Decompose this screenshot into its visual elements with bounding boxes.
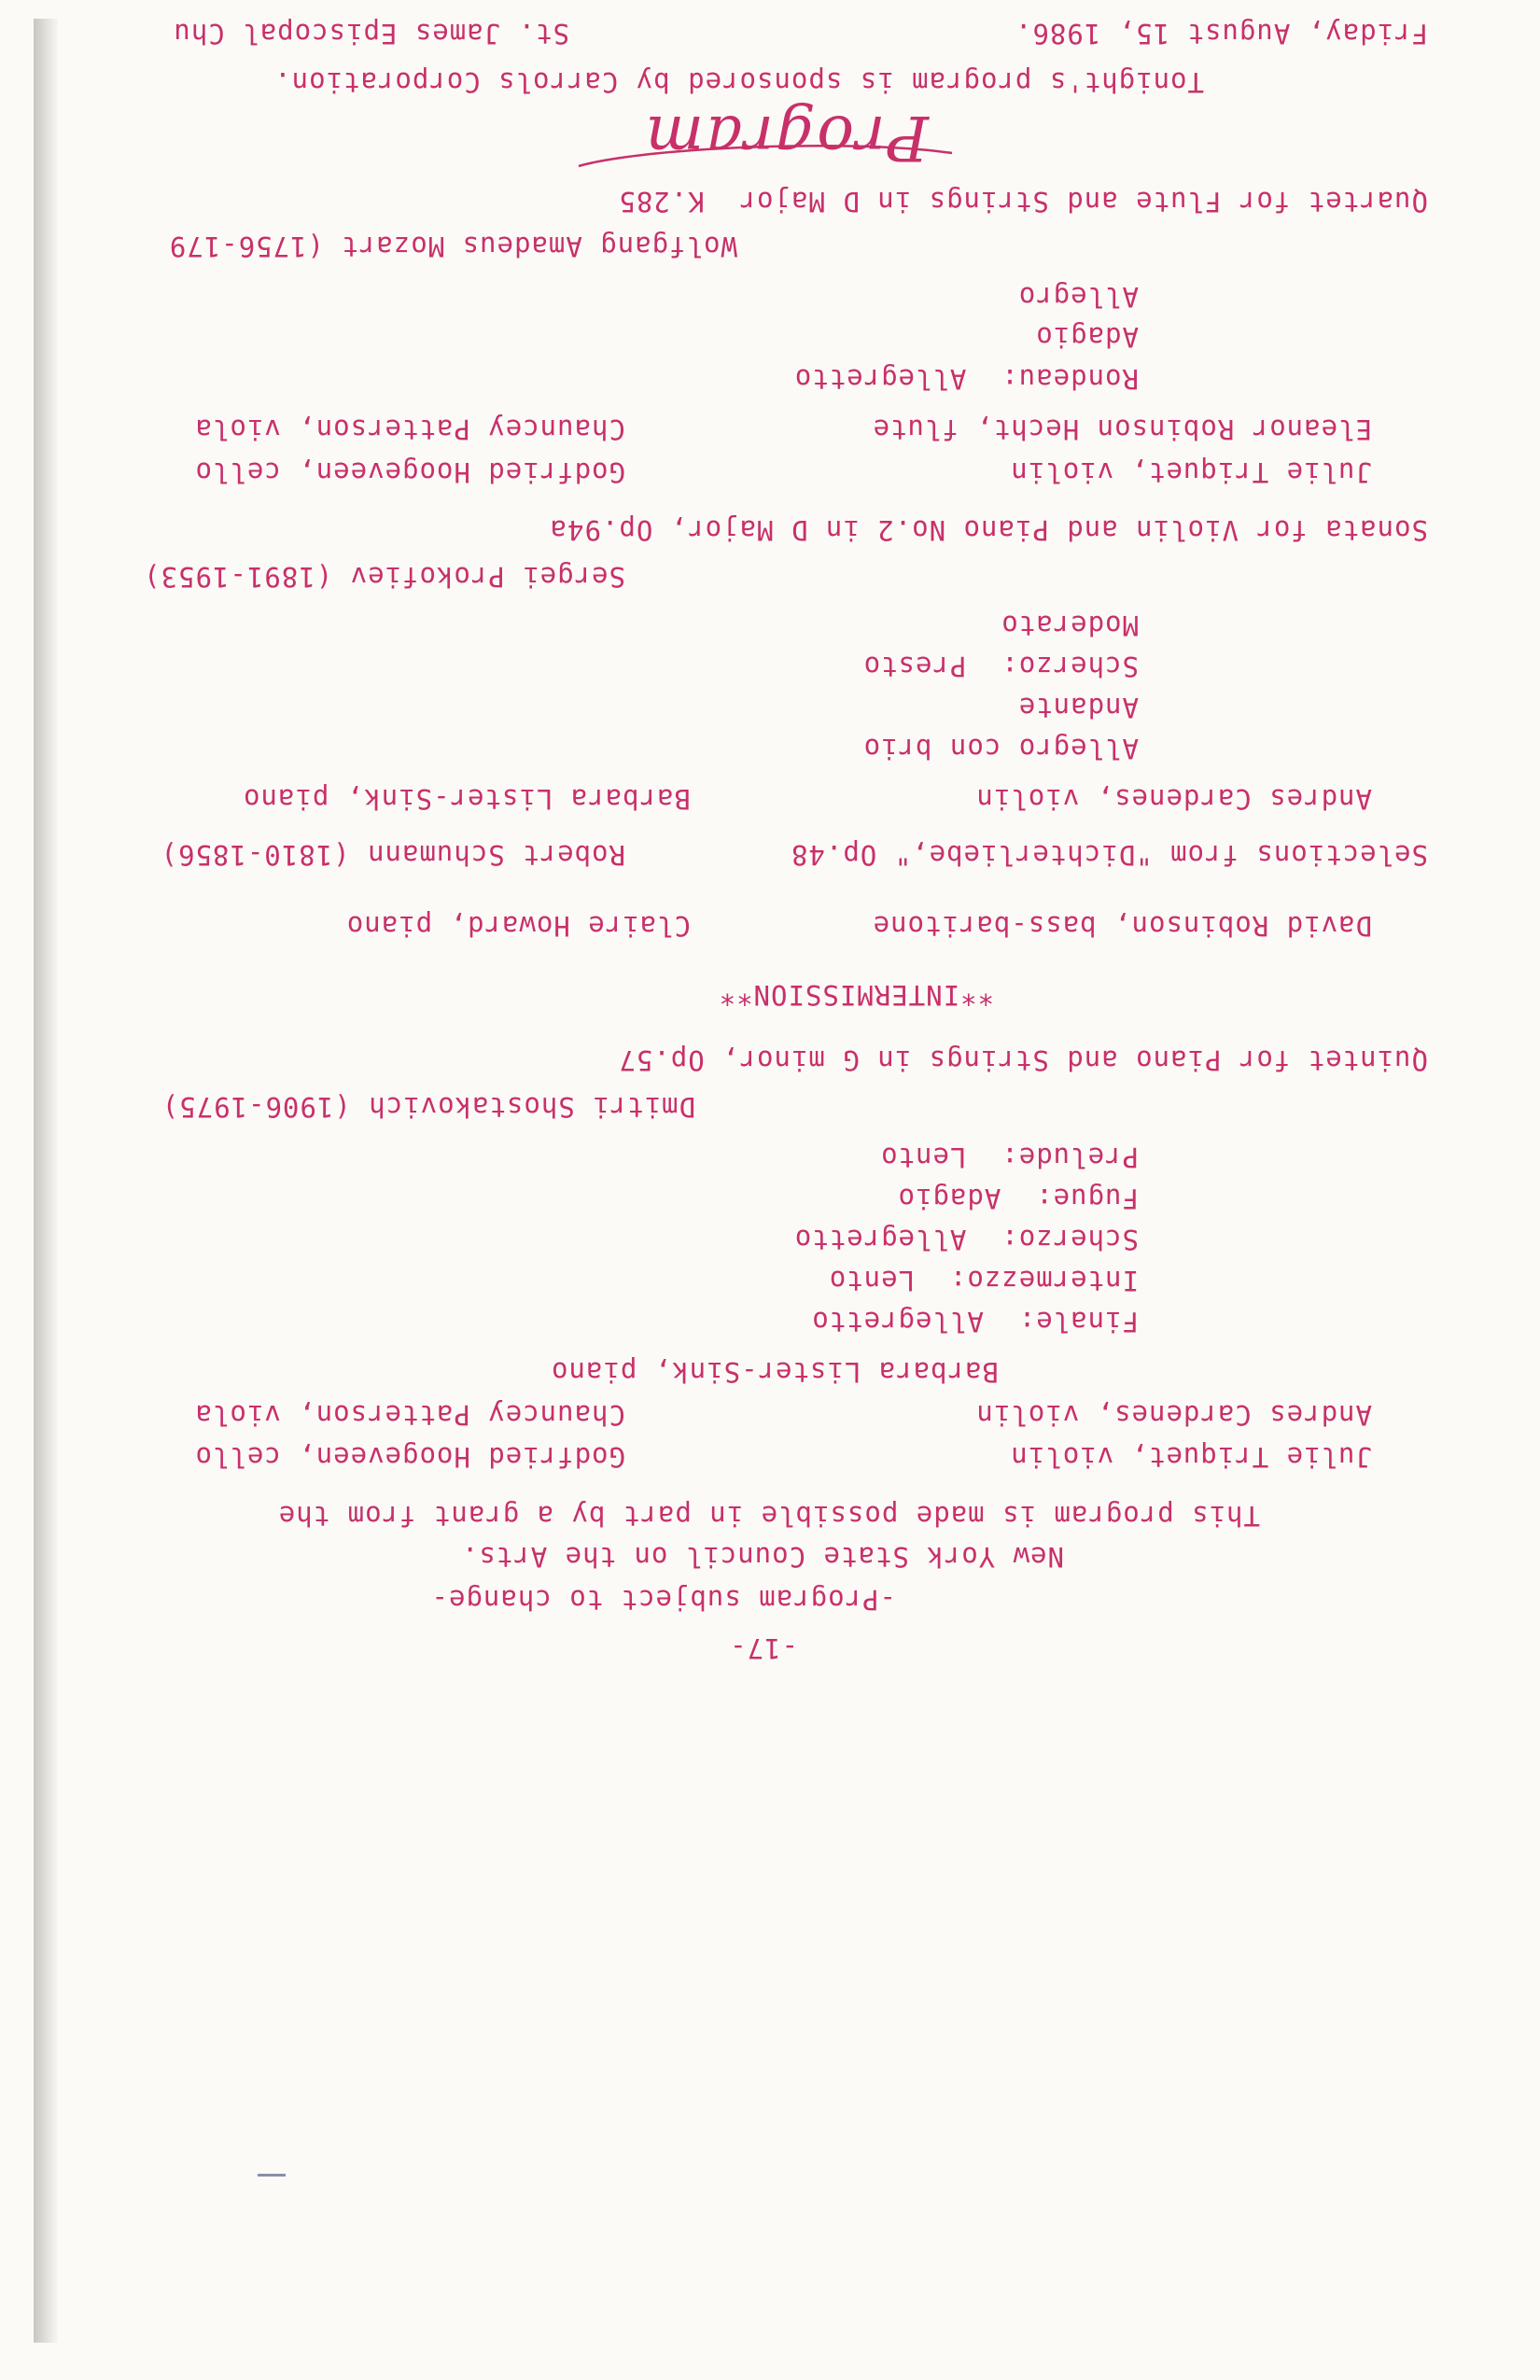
performer: David Robinson, bass-baritone bbox=[872, 910, 1372, 942]
disclaimer: -Program subject to change- bbox=[430, 1584, 896, 1616]
work-title-mozart: Quartet for Flute and Strings in D Major K.285 bbox=[618, 186, 1428, 217]
page-number: -17- bbox=[729, 1632, 798, 1664]
performer: Chauncey Patterson, viola bbox=[194, 1399, 625, 1431]
movement: Allegro con brio bbox=[862, 733, 1139, 764]
grant-note: New York State Council on the Arts. bbox=[460, 1541, 1064, 1573]
movement: Allegro bbox=[1017, 281, 1139, 313]
composer-prokofiev: Sergei Prokofiev (1891-1953) bbox=[143, 561, 625, 593]
movement: Finale: Allegretto bbox=[811, 1306, 1139, 1337]
work-title-shostakovich: Quintet for Piano and Strings in G minor, Op.57 bbox=[618, 1044, 1428, 1076]
performer: Eleanor Robinson Hecht, flute bbox=[872, 413, 1372, 445]
movement: Rondeau: Allegretto bbox=[793, 363, 1139, 395]
composer-shostakovich: Dmitri Shostakovich (1906-1975) bbox=[161, 1091, 695, 1123]
work-title-prokofiev: Sonata for Violin and Piano No.2 in D Major, Op.94a bbox=[549, 514, 1428, 546]
composer-schumann: Robert Schumann (1810-1856) bbox=[160, 839, 625, 871]
movement: Scherzo: Presto bbox=[862, 651, 1139, 682]
grant-note: This program is made possible in part by a grant from the bbox=[277, 1500, 1260, 1532]
sponsor-line: Tonight's program is sponsored by Carrols Corporation. bbox=[273, 66, 1204, 98]
performer: Godfried Hoogeveen, cello bbox=[194, 456, 625, 488]
movement: Intermezzo: Lento bbox=[828, 1265, 1139, 1296]
venue: St. James Episcopal Chu bbox=[173, 18, 569, 49]
performer: Julie Triquet, violin bbox=[1010, 1441, 1372, 1473]
movement: Moderato bbox=[1001, 609, 1139, 641]
performer: Julie Triquet, violin bbox=[1010, 456, 1372, 488]
movement: Andante bbox=[1017, 692, 1139, 723]
movement: Adagio bbox=[1035, 321, 1139, 353]
performer: Barbara Lister-Sink, piano bbox=[243, 783, 691, 815]
movement: Fugue: Adagio bbox=[897, 1183, 1139, 1214]
performer: Godfried Hoogeveen, cello bbox=[194, 1441, 625, 1473]
performer: Andres Cardenes, violin bbox=[975, 783, 1372, 815]
performer: Barbara Lister-Sink, piano bbox=[551, 1356, 999, 1388]
movement: Scherzo: Allegretto bbox=[793, 1224, 1139, 1255]
performer: Andres Cardenes, violin bbox=[975, 1399, 1372, 1431]
performer: Claire Howard, piano bbox=[345, 910, 691, 942]
heading-flourish bbox=[569, 134, 961, 172]
composer-mozart: Wolfgang Amadeus Mozart (1756-179 bbox=[168, 231, 737, 262]
intermission: **INTERMISSION** bbox=[718, 979, 994, 1011]
movement: Prelude: Lento bbox=[880, 1141, 1139, 1173]
performance-date: Friday, August 15, 1986. bbox=[1014, 18, 1428, 49]
performer: Chauncey Patterson, viola bbox=[194, 413, 625, 445]
work-title-schumann: Selections from "Dichterliebe," Op.48 bbox=[790, 839, 1428, 871]
program-heading: Program bbox=[643, 102, 929, 174]
